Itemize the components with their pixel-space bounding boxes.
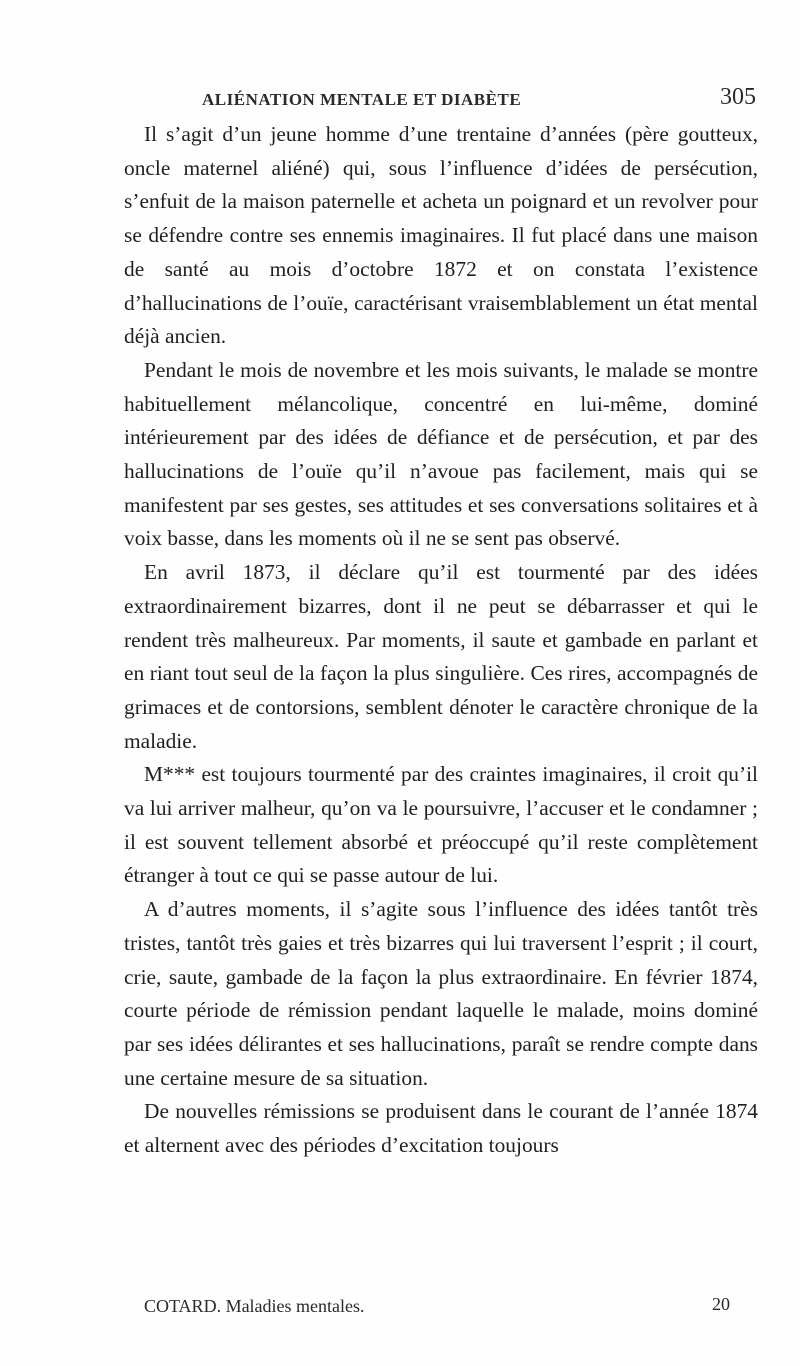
- paragraph-april-1873: En avril 1873, il déclare qu’il est tourmenté par des idées extraordinairement bizarres, dont il ne peut se débarrasser et qui le rendent très malheureux. Par moments, il saute et gambade en parlant et en riant tout seul de la façon la plus singulière. Ces rires, accompagnés de grimaces et de contorsions, semblent dénoter le caractère chronique de la maladie.: [124, 560, 758, 753]
- paragraph-case-history: Il s’agit d’un jeune homme d’une trentaine d’années (père goutteux, oncle maternel aliéné) qui, sous l’influence d’idées de persécution, s’enfuit de la maison paternelle et acheta un poignard et un revolver pour se défendre contre ses ennemis imaginaires. Il fut placé dans une maison de santé au mois d’octobre 1872 et on constata l’existence d’hallucinations de l’ouïe, caractérisant vraisemblablement un état mental déjà ancien.: [124, 122, 758, 349]
- running-title: ALIÉNATION MENTALE ET DIABÈTE: [202, 90, 522, 109]
- paragraph-remissions: De nouvelles rémissions se produisent dans le courant de l’année 1874 et alternent avec des périodes d’excitation toujours: [124, 1099, 758, 1158]
- page-number: 305: [720, 84, 756, 110]
- paragraph-agitation: A d’autres moments, il s’agite sous l’influence des idées tantôt très tristes, tantôt très gaies et très bizarres qui lui traversent l’esprit ; il court, crie, saute, gambade de la façon la plus extraordinaire. En février 1874, courte période de rémission pendant laquelle le malade, moins dominé par ses idées délirantes et ses hallucinations, paraît se rendre compte dans une certaine mesure de sa situation.: [124, 897, 758, 1090]
- paragraph-november: Pendant le mois de novembre et les mois suivants, le malade se montre habituellement mélancolique, concentré en lui-même, dominé intérieurement par des idées de défiance et de persécution, et par des hallucinations de l’ouïe qu’il n’avoue pas facilement, mais qui se manifestent par ses gestes, ses attitudes et ses conversations solitaires et à voix basse, dans les moments où il ne se sent pas observé.: [124, 357, 758, 551]
- paragraph-imaginary-fears: M*** est toujours tourmenté par des craintes imaginaires, il croit qu’il va lui arriver malheur, qu’on va le poursuivre, l’accuser et le condamner ; il est souvent tellement absorbé et préoccupé qu’il reste complètement étranger à tout ce qui se passe autour de lui.: [124, 762, 758, 888]
- page-footer: [144, 1296, 764, 1326]
- footer-author-work: COTARD. Maladies mentales.: [144, 1296, 365, 1316]
- signature-mark: 20: [712, 1294, 730, 1314]
- body-text: [124, 118, 758, 1163]
- running-head: [120, 86, 756, 116]
